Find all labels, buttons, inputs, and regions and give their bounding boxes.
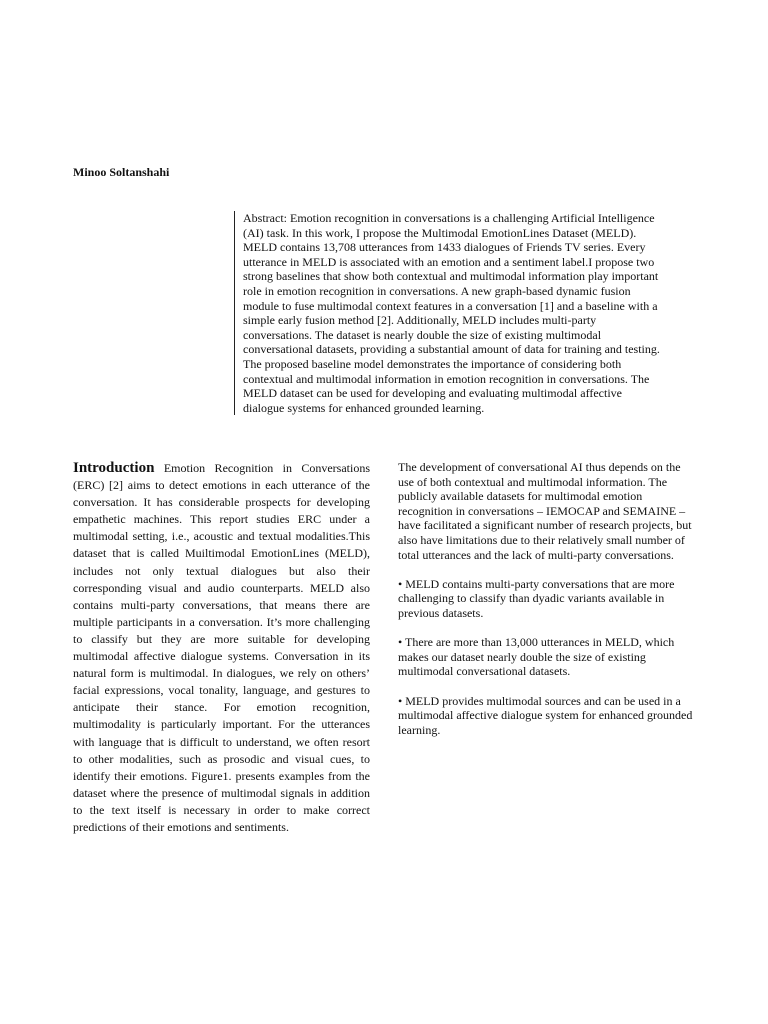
introduction-section — [73, 460, 370, 836]
author-name: Minoo Soltanshahi — [73, 165, 170, 179]
development-paragraph: The development of conversational AI thus depends on the use of both contextual and multimodal information. The publicly available datasets for multimodal emotion recognition in conversations – IEMOCAP and SEMAINE – have facilitated a significant number of research projects, but also have limitations due to their relatively small number of total utterances and the lack of multi-party conversations. — [398, 460, 692, 562]
bullet-item: • There are more than 13,000 utterances in MELD, which makes our dataset nearly double the size of existing multimodal conversational datasets. — [398, 635, 675, 679]
bullet-item: • MELD provides multimodal sources and can be used in a multimodal affective dialogue system for enhanced grounded learning. — [398, 693, 693, 737]
bullet-item: • MELD contains multi-party conversations that are more challenging to classify than dyadic variants available in previous datasets. — [398, 576, 675, 620]
abstract-block: Abstract: Emotion recognition in conversations is a challenging Artificial Intelligence (AI) task. In this work, I propose the Multimodal EmotionLines Dataset (MELD). MELD contains 13,708 utterances from 1433 dialogues of Friends TV series. Every utterance in MELD is associated with an emotion and a sentiment label.I propose two strong baselines that show both contextual and multimodal information play important role in emotion recognition in conversations. A new graph-based dynamic fusion module to fuse multimodal context features in a conversation [1] and a baseline with a simple early fusion method [2]. Additionally, MELD includes multi-party conversations. The dataset is nearly double the size of existing multimodal conversational datasets, providing a substantial amount of data for training and testing. The proposed baseline model demonstrates the importance of considering both contextual and multimodal information in emotion recognition in conversations. The MELD dataset can be used for developing and evaluating multimodal affective dialogue systems for enhanced grounded learning. — [234, 211, 663, 415]
introduction-heading: Introduction — [73, 460, 155, 476]
introduction-body: Emotion Recognition in Conversations (ERC) [2] aims to detect emotions in each utterance of the conversation. It has considerable prospects for developing empathetic machines. This report studies ERC under a multimodal setting, i.e., acoustic and textual modalities.This dataset that is called Muiltimodal EmotionLines (MELD), includes not only textual dialogues but also their corresponding visual and audio counterparts. MELD also contains multi-party conversations, that means there are multiple participants in a conversation. It’s more challenging to classify but they are more suitable for developing multimodal affective dialogue systems. Conversation in its natural form is multimodal. In dialogues, we rely on others’ facial expressions, vocal tonality, language, and gestures to anticipate their stance. For emotion recognition, multimodality is particularly important. For the utterances with language that is difficult to understand, we often resort to other modalities, such as prosodic and visual cues, to identify their emotions. Figure1. presents examples from the dataset where the presence of multimodal signals in addition to the text itself is necessary in order to make correct predictions of their emotions and sentiments. — [73, 461, 371, 834]
right-column — [398, 460, 698, 752]
